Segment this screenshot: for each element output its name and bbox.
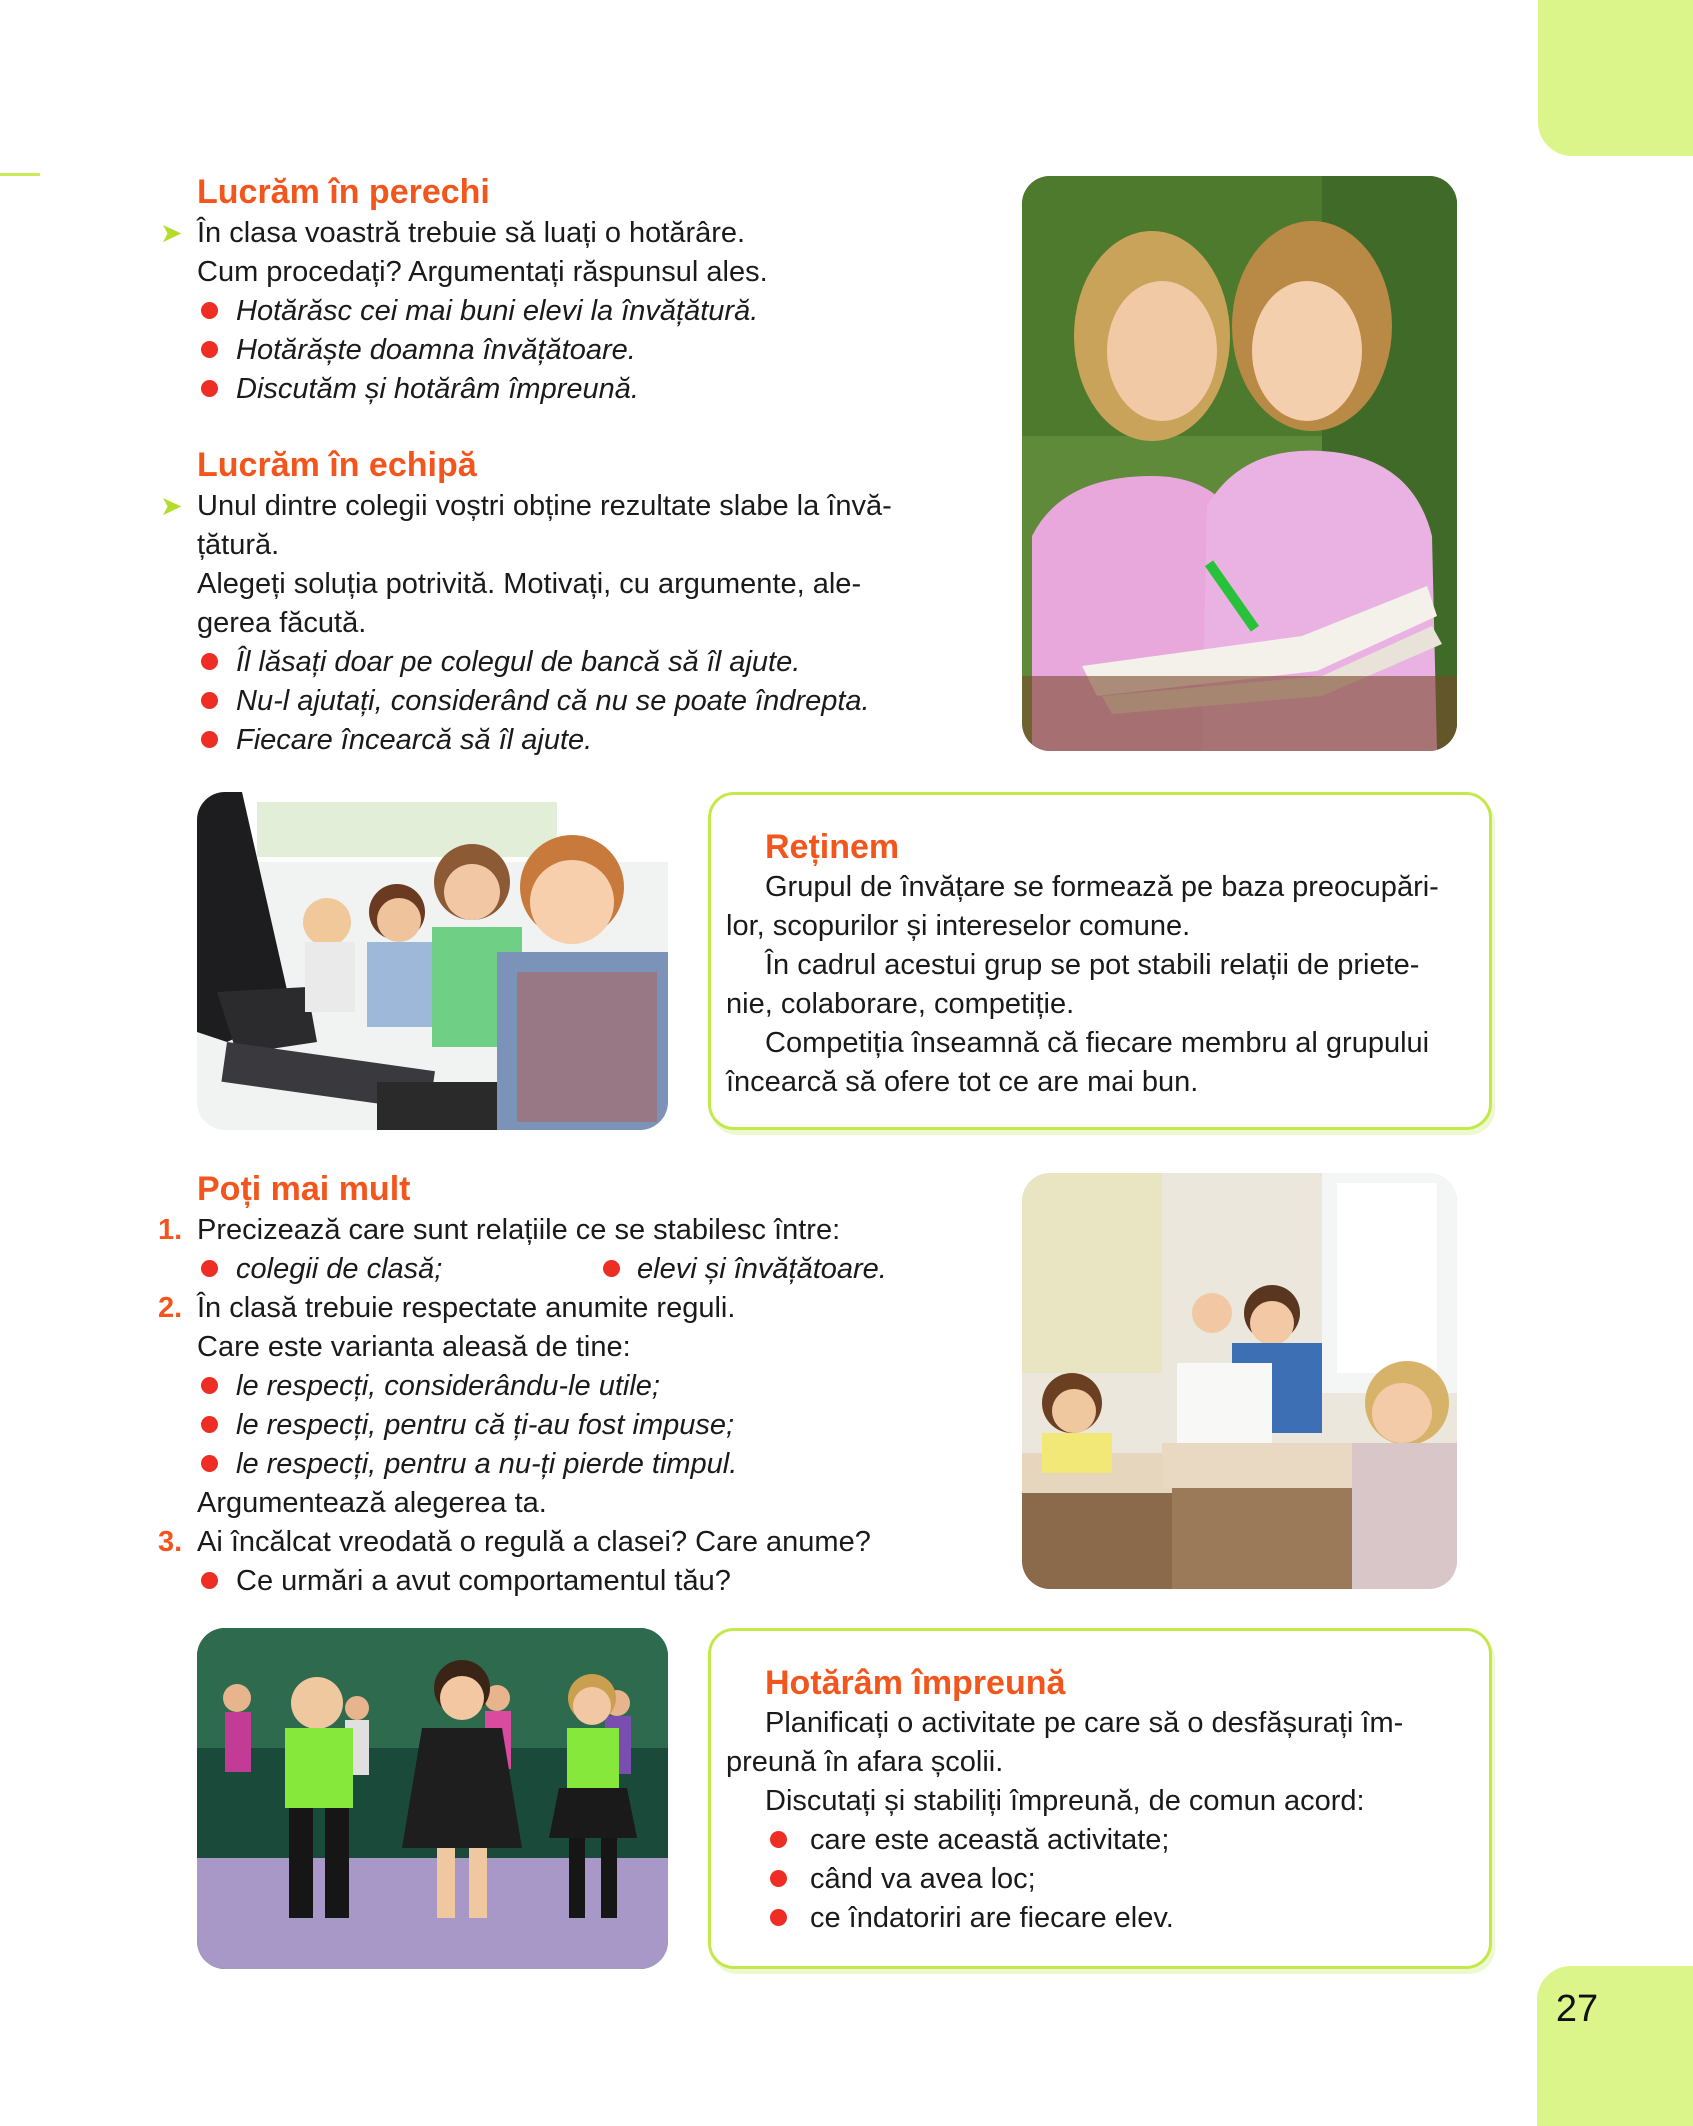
echipa-line: Alegeți soluția potrivită. Motivați, cu argumente, ale-	[197, 568, 862, 600]
arrow-icon: ➤	[160, 491, 183, 521]
retinem-title: Reținem	[765, 828, 900, 866]
retinem-line: În cadrul acestui grup se pot stabili relații de priete-	[765, 949, 1420, 981]
question-3-option: Ce urmări a avut comportamentul tău?	[236, 1565, 731, 1597]
bullet-icon	[201, 302, 218, 319]
echipa-line: Unul dintre colegii voștri obține rezultate slabe la învă-	[197, 490, 892, 522]
question-3: Ai încălcat vreodată o regulă a clasei? Care anume?	[197, 1526, 871, 1558]
question-1-option: colegii de clasă;	[236, 1253, 443, 1285]
question-2-end: Argumentează alegerea ta.	[197, 1487, 547, 1519]
question-number: 3.	[158, 1526, 183, 1558]
question-2-option: le respecți, pentru că ți-au fost impuse;	[236, 1409, 735, 1441]
echipa-option: Nu-l ajutați, considerând că nu se poate îndrepta.	[236, 685, 870, 717]
retinem-line: Grupul de învățare se formează pe baza preocupări-	[765, 871, 1439, 903]
bullet-icon	[201, 1260, 218, 1277]
bullet-icon	[770, 1831, 787, 1848]
section-title-poti: Poți mai mult	[197, 1170, 411, 1208]
perechi-option: Hotărăsc cei mai buni elevi la învățătură.	[236, 295, 759, 327]
bullet-icon	[201, 653, 218, 670]
bullet-icon	[201, 380, 218, 397]
photo-kids-computers	[197, 792, 668, 1130]
retinem-line: încearcă să ofere tot ce are mai bun.	[726, 1066, 1199, 1098]
question-2-option: le respecți, considerându-le utile;	[236, 1370, 660, 1402]
arrow-icon: ➤	[160, 218, 183, 248]
echipa-line: țătură.	[197, 529, 280, 561]
bullet-icon	[201, 1455, 218, 1472]
hotaram-option: ce îndatoriri are fiecare elev.	[810, 1902, 1174, 1934]
bullet-icon	[770, 1909, 787, 1926]
question-1-option: elevi și învățătoare.	[637, 1253, 887, 1285]
hotaram-title: Hotărâm împreună	[765, 1664, 1066, 1702]
question-1: Precizează care sunt relațiile ce se stabilesc între:	[197, 1214, 841, 1246]
bullet-icon	[201, 1416, 218, 1433]
bullet-icon	[201, 1377, 218, 1394]
section-title-echipa: Lucrăm în echipă	[197, 446, 477, 484]
hotaram-line: Planificați o activitate pe care să o desfășurați îm-	[765, 1707, 1404, 1739]
bullet-icon	[201, 341, 218, 358]
hotaram-option: când va avea loc;	[810, 1863, 1036, 1895]
perechi-line: În clasa voastră trebuie să luați o hotărâre.	[197, 217, 746, 249]
echipa-line: gerea făcută.	[197, 607, 367, 639]
retinem-line: lor, scopurilor și intereselor comune.	[726, 910, 1191, 942]
margin-line	[0, 173, 40, 176]
question-2-option: le respecți, pentru a nu-ți pierde timpul.	[236, 1448, 738, 1480]
hotaram-option: care este această activitate;	[810, 1824, 1170, 1856]
bullet-icon	[201, 692, 218, 709]
echipa-option: Fiecare încearcă să îl ajute.	[236, 724, 593, 756]
bullet-icon	[770, 1870, 787, 1887]
section-title-perechi: Lucrăm în perechi	[197, 173, 490, 211]
retinem-line: nie, colaborare, competiție.	[726, 988, 1075, 1020]
question-number: 1.	[158, 1214, 183, 1246]
retinem-line: Competiția înseamnă că fiecare membru al grupului	[765, 1027, 1430, 1059]
perechi-option: Hotărăște doamna învățătoare.	[236, 334, 636, 366]
perechi-option: Discutăm și hotărâm împreună.	[236, 373, 639, 405]
photo-girls-reading	[1022, 176, 1457, 751]
question-2-sub: Care este varianta aleasă de tine:	[197, 1331, 631, 1363]
bullet-icon	[603, 1260, 620, 1277]
top-corner-tab	[1538, 0, 1693, 156]
bullet-icon	[201, 1572, 218, 1589]
page-number: 27	[1555, 1988, 1599, 2030]
perechi-line: Cum procedați? Argumentați răspunsul ales.	[197, 256, 768, 288]
bullet-icon	[201, 731, 218, 748]
hotaram-line: Discutați și stabiliți împreună, de comun acord:	[765, 1785, 1365, 1817]
hotaram-line: preună în afara școlii.	[726, 1746, 1004, 1778]
photo-stage-performance	[197, 1628, 668, 1969]
photo-classroom	[1022, 1173, 1457, 1589]
question-2: În clasă trebuie respectate anumite reguli.	[197, 1292, 736, 1324]
echipa-option: Îl lăsați doar pe colegul de bancă să îl ajute.	[236, 646, 801, 678]
question-number: 2.	[158, 1292, 183, 1324]
